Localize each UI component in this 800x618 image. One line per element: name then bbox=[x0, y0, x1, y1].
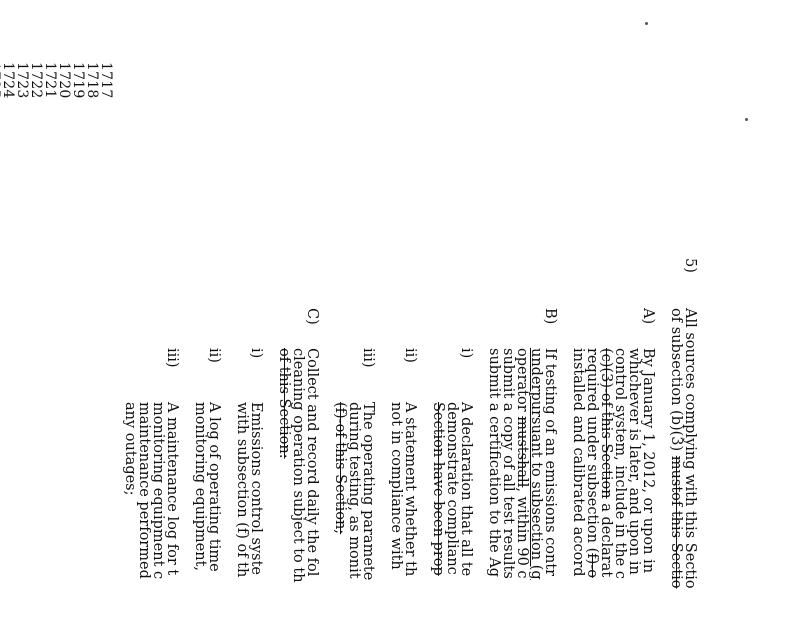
item-b-line: If testing of an emissions contr bbox=[542, 348, 558, 577]
item-a-line: whichever is later, and upon in bbox=[626, 348, 642, 575]
line-number: 1722 bbox=[27, 62, 44, 99]
item-c-ii-line: A log of operating time bbox=[206, 402, 222, 572]
item-c-line: of this Section: bbox=[276, 348, 292, 459]
item-b-i-line: Section have been prop bbox=[430, 402, 446, 576]
scan-speck bbox=[745, 118, 748, 121]
item-c-i-line: Emissions control syste bbox=[248, 402, 264, 576]
item-b-line: submit a copy of all test results bbox=[500, 348, 516, 579]
line-number: 1717 bbox=[98, 62, 114, 99]
item-b-iii-line: The operating paramete bbox=[360, 402, 376, 581]
item-b-line: underpursuant to subsection (g bbox=[528, 348, 544, 580]
item-b-ii-marker: ii) bbox=[402, 348, 418, 363]
item-c-iii-marker: iii) bbox=[164, 348, 180, 368]
item-a-line: installed and calibrated accord bbox=[570, 348, 586, 577]
item-b-iii-marker: iii) bbox=[360, 348, 376, 368]
item-a-marker: A) bbox=[640, 308, 656, 325]
item-c-iii-line: A maintenance log for t bbox=[164, 402, 180, 576]
item-5-line: of subsection (b)(3) mustof this Sectio bbox=[668, 308, 684, 589]
item-c-i-line: with subsection (f) of th bbox=[234, 402, 250, 578]
item-c-iii-line: monitoring equipment c bbox=[150, 402, 166, 580]
line-number: 1723 bbox=[13, 62, 30, 99]
item-c-ii-marker: ii) bbox=[206, 348, 222, 363]
item-c-iii-line: maintenance performed bbox=[136, 402, 152, 579]
item-b-line: operator mustshall, within 90 c bbox=[514, 348, 530, 579]
item-c-ii-line: monitoring equipment, bbox=[192, 402, 208, 572]
scan-speck bbox=[645, 22, 648, 25]
line-number: 1719 bbox=[69, 62, 86, 99]
line-number-column bbox=[0, 62, 113, 98]
line-number: 1724 bbox=[0, 62, 16, 99]
item-b-ii-line: A statement whether th bbox=[402, 402, 418, 577]
item-a-line: By January 1, 2012, or upon in bbox=[640, 348, 656, 574]
item-b-marker: B) bbox=[542, 308, 558, 325]
item-c-iii-line: any outages; bbox=[122, 402, 138, 496]
item-a-line: (c)(3)-of this Section a declarat bbox=[598, 348, 614, 578]
item-b-i-line: demonstrate complianc bbox=[444, 402, 460, 575]
line-number: 1718 bbox=[83, 62, 100, 99]
item-c-line: cleaning operation subject to th bbox=[290, 348, 306, 583]
item-b-ii-line: not in compliance with bbox=[388, 402, 404, 570]
item-b-i-marker: i) bbox=[458, 348, 474, 359]
line-number: 1720 bbox=[55, 62, 72, 99]
item-b-iii-line: (f)-of this Section; bbox=[332, 402, 348, 535]
item-a-line: control system, include in the c bbox=[612, 348, 628, 579]
line-number bbox=[0, 62, 1, 98]
item-b-iii-line: during testing, as monit bbox=[346, 402, 362, 579]
item-5-marker: 5) bbox=[682, 258, 698, 273]
item-b-i-line: A declaration that all te bbox=[458, 402, 474, 577]
item-c-line: Collect and record daily the fol bbox=[304, 348, 320, 577]
line-number: 1721 bbox=[41, 62, 58, 99]
item-5-line: All sources complying with this Sectio bbox=[682, 308, 698, 589]
item-a-line: required under subsection (f)-o bbox=[584, 348, 600, 578]
item-c-i-marker: i) bbox=[248, 348, 264, 359]
item-b-line: submit a certification to the Ag bbox=[486, 348, 502, 578]
item-c-marker: C) bbox=[304, 308, 320, 325]
